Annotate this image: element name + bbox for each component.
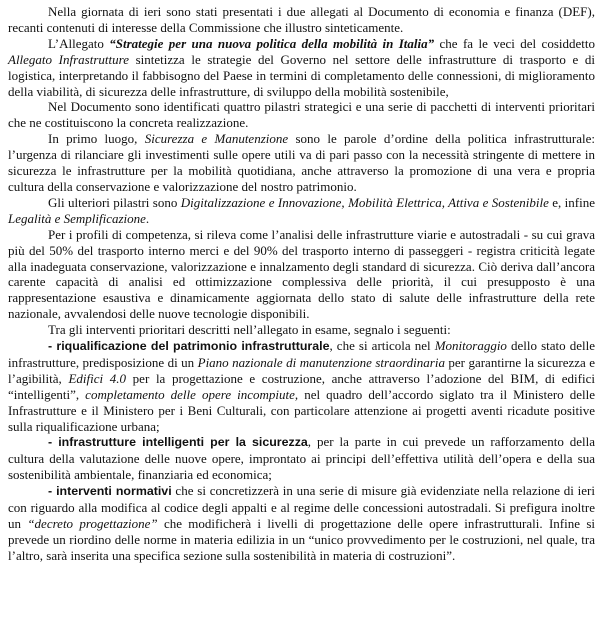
paragraph-profili [8, 227, 595, 322]
interventi-intro-text: Tra gli interventi prioritari descritti nell’allegato in esame, segnalo i seguenti: [48, 322, 451, 338]
interventi-normativi-heading: - interventi normativi [48, 484, 172, 499]
ulteriori-legalita: Legalità e Semplificazione [8, 210, 146, 226]
sicurezza-term: Sicurezza e Manutenzione [144, 131, 289, 147]
infrastrutture-intelligenti-text: , per la parte in cui prevede un rafforzamento della cultura della valutazione delle nuove opere, improntato ai principi dell’effettiva utilità dell’opera e della sua sostenibilità ambientale, finanziaria ed economica; [8, 434, 595, 483]
ulteriori-text-1: Gli ulteriori pilastri sono [48, 194, 181, 210]
riqualificazione-heading: - riqualificazione del patrimonio infrastrutturale [48, 339, 330, 354]
paragraph-allegato [8, 36, 595, 100]
list-item-infrastrutture-intelligenti [8, 434, 595, 483]
riqualificazione-text-2: dello stato delle infrastrutture, predisposizione di un [8, 338, 595, 370]
sicurezza-text-2: sono le parole d’ordine della politica infrastrutturale: l’urgenza di rilanciare gli investimenti sulle opere utili va di pari passo con la necessità stringente di mettere in sicurezza le infrastrutture per la mobilità quotidiana, anche attraverso la promozione di una vera e propria cultura della conservazione e valorizzazione del nostro patrimonio. [8, 131, 595, 194]
list-item-interventi-normativi [8, 483, 595, 564]
interventi-normativi-text-2: che modificherà i livelli di progettazione delle opere infrastrutturali. Infine si prevede un riordino delle norme in materia edilizia in un “unico provvedimento per le costruzioni, nel quale, tra l’altro, sarà inserita una specifica sezione sulla sostenibilità in materia di costruzioni”. [8, 516, 595, 563]
allegato-title: “Strategie per una nuova politica della mobilità in Italia” [109, 35, 435, 51]
paragraph-ulteriori [8, 195, 595, 227]
ulteriori-text-3: . [145, 210, 150, 226]
decreto-progettazione: “decreto progettazione” [27, 516, 158, 531]
riqualificazione-completamento: completamento delle opere incompiute, [85, 386, 299, 402]
riqualificazione-text-3: per garantirne la sicurezza e l’agibilità, [8, 354, 595, 386]
ulteriori-pilastri: Digitalizzazione e Innovazione, Mobilità Elettrica, Attiva e Sostenibile [180, 194, 549, 210]
riqualificazione-text-1: , che si articola nel [329, 338, 435, 354]
pilastri-text: Nel Documento sono identificati quattro pilastri strategici e una serie di pacchetti di interventi prioritari che ne costituiscono la concreta realizzazione. [8, 99, 595, 131]
profili-text: Per i profili di competenza, si rileva come l’analisi delle infrastrutture viarie e autostradali - su cui grava più del 50% del trasporto interno merci e del 90% del trasporto interno di passeggeri - registra criticità legate alla inadeguata conservazione, valorizzazione e innalzamento degli standard di sicurezza. Ciò deriva dall’ancora carente capacità di analisi ed ottimizzazione complessiva delle priorità, il cui presupposto è una rappresentazione esaustiva e dinamicamente aggiornata dello stato di salute delle infrastrutture della rete nazionale, avvalendosi delle nuove tecnologie disponibili. [8, 226, 595, 322]
allegato-text-2: che fa le veci del cosiddetto [434, 35, 595, 51]
paragraph-sicurezza [8, 131, 595, 195]
allegato-infrastrutture: Allegato Infrastrutture [8, 51, 129, 67]
paragraph-intro [8, 4, 595, 36]
allegato-text-3: sintetizza le strategie del Governo nel settore delle infrastrutture di trasporto e di logistica, interpretando il fabbisogno del Paese in termini di completamento delle connessioni, di miglioramento della viabilità, di sicurezza delle infrastrutture, di sviluppo della mobilità sostenibile, [8, 51, 595, 99]
riqualificazione-piano: Piano nazionale di manutenzione straordinaria [197, 354, 445, 370]
interventi-normativi-text-1: che si concretizzerà in una serie di misure già evidenziate nella relazione di ieri con riguardo alla modifica al codice degli appalti e al regime delle concessioni autostradali. Si prefigura inoltre un [8, 483, 595, 531]
riqualificazione-monitoraggio: Monitoraggio [434, 338, 507, 354]
list-item-riqualificazione [8, 338, 595, 434]
sicurezza-text-1: In primo luogo, [48, 131, 145, 147]
ulteriori-text-2: e, infine [548, 194, 595, 210]
riqualificazione-edifici: Edifici 4.0 [68, 370, 127, 386]
paragraph-interventi-intro [8, 322, 595, 338]
infrastrutture-intelligenti-heading: - infrastrutture intelligenti per la sicurezza [48, 435, 308, 450]
riqualificazione-text-5: nel quadro dell’accordo siglato tra il Ministero delle Infrastrutture e il Ministero per i Beni Culturali, con particolare attenzione ai progetti aventi ricadute positive sulla riqualificazione urbana; [8, 386, 595, 434]
allegato-text-1: L’Allegato [48, 35, 110, 51]
intro-text: Nella giornata di ieri sono stati presentati i due allegati al Documento di economia e finanza (DEF), recanti contenuti di interesse della Commissione che illustro sinteticamente. [8, 4, 595, 35]
riqualificazione-text-4: per la progettazione e costruzione, anche attraverso l’adozione del BIM, di edifici “intelligenti”, [8, 370, 595, 402]
paragraph-pilastri [8, 99, 595, 131]
